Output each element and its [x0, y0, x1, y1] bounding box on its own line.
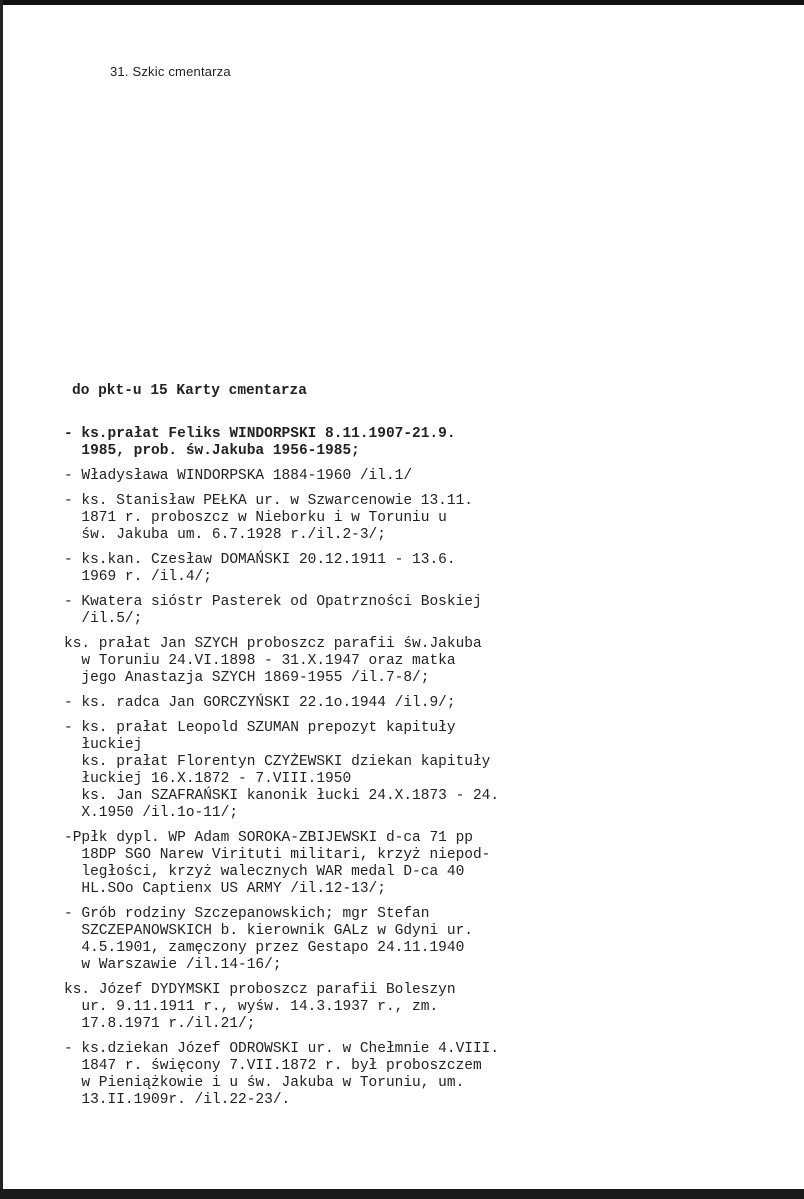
entry-line: w Toruniu 24.VI.1898 - 31.X.1947 oraz matka: [64, 653, 456, 669]
entry-line: - ks.kan. Czesław DOMAŃSKI 20.12.1911 - 13.6.: [64, 552, 456, 568]
entry-line: łuckiej: [64, 737, 143, 753]
entry-line: - ks.prałat Feliks WINDORPSKI 8.11.1907-21.9.: [64, 426, 456, 442]
list-item: [64, 1041, 604, 1109]
entry-line: ks. prałat Florentyn CZYŻEWSKI dziekan kapituły: [64, 754, 491, 770]
typed-text-block: [64, 383, 604, 1117]
list-item: [64, 830, 604, 898]
entry-line: /il.5/;: [64, 611, 143, 627]
entry-line: 4.5.1901, zamęczony przez Gestapo 24.11.1940: [64, 940, 465, 956]
document-heading: do pkt-u 15 Karty cmentarza: [72, 383, 307, 399]
entry-line: -Ppłk dypl. WP Adam SOROKA-ZBIJEWSKI d-ca 71 pp: [64, 830, 473, 846]
entry-line: - Grób rodziny Szczepanowskich; mgr Stefan: [64, 906, 430, 922]
entry-line: 13.II.1909r. /il.22-23/.: [64, 1092, 291, 1108]
list-item: [64, 552, 604, 586]
entry-line: jego Anastazja SZYCH 1869-1955 /il.7-8/;: [64, 670, 430, 686]
entry-line: 18DP SGO Narew Virituti militari, krzyż niepod-: [64, 847, 491, 863]
list-item: [64, 594, 604, 628]
figure-caption: 31. Szkic cmentarza: [110, 64, 231, 79]
list-item: [64, 468, 604, 485]
entry-line: - Władysława WINDORPSKA 1884-1960 /il.1/: [64, 468, 413, 484]
entry-line: - ks.dziekan Józef ODROWSKI ur. w Chełmnie 4.VIII.: [64, 1041, 500, 1057]
entry-line: 1871 r. proboszcz w Nieborku i w Toruniu u: [64, 510, 447, 526]
entry-line: 17.8.1971 r./il.21/;: [64, 1016, 256, 1032]
entries-list: [64, 426, 604, 1109]
entry-line: - ks. radca Jan GORCZYŃSKI 22.1o.1944 /il.9/;: [64, 695, 456, 711]
scan-bottom-border: [0, 1189, 804, 1199]
list-item: [64, 426, 604, 460]
entry-line: 1847 r. święcony 7.VII.1872 r. był proboszczem: [64, 1058, 482, 1074]
entry-line: w Pieniążkowie i u św. Jakuba w Toruniu, um.: [64, 1075, 465, 1091]
entry-line: ległości, krzyż walecznych WAR medal D-ca 40: [64, 864, 465, 880]
list-item: [64, 493, 604, 544]
entry-line: 1985, prob. św.Jakuba 1956-1985;: [64, 443, 360, 459]
entry-line: łuckiej 16.X.1872 - 7.VIII.1950: [64, 771, 352, 787]
entry-line: - ks. Stanisław PEŁKA ur. w Szwarcenowie 13.11.: [64, 493, 473, 509]
entry-line: ur. 9.11.1911 r., wyśw. 14.3.1937 r., zm.: [64, 999, 439, 1015]
list-item: [64, 982, 604, 1033]
entry-line: X.1950 /il.1o-11/;: [64, 805, 239, 821]
entry-line: HL.SOo Captienx US ARMY /il.12-13/;: [64, 881, 386, 897]
entry-line: - Kwatera sióstr Pasterek od Opatrzności Boskiej: [64, 594, 482, 610]
entry-line: 1969 r. /il.4/;: [64, 569, 212, 585]
list-item: [64, 906, 604, 974]
list-item: [64, 720, 604, 822]
entry-line: św. Jakuba um. 6.7.1928 r./il.2-3/;: [64, 527, 386, 543]
scan-left-border: [0, 0, 3, 1199]
entry-line: SZCZEPANOWSKICH b. kierownik GALz w Gdyni ur.: [64, 923, 473, 939]
entry-line: w Warszawie /il.14-16/;: [64, 957, 282, 973]
list-item: [64, 636, 604, 687]
entry-line: - ks. prałat Leopold SZUMAN prepozyt kapituły: [64, 720, 456, 736]
entry-line: ks. Józef DYDYMSKI proboszcz parafii Boleszyn: [64, 982, 456, 998]
scan-top-border: [0, 0, 804, 5]
list-item: [64, 695, 604, 712]
entry-line: ks. prałat Jan SZYCH proboszcz parafii św.Jakuba: [64, 636, 482, 652]
entry-line: ks. Jan SZAFRAŃSKI kanonik łucki 24.X.1873 - 24.: [64, 788, 500, 804]
